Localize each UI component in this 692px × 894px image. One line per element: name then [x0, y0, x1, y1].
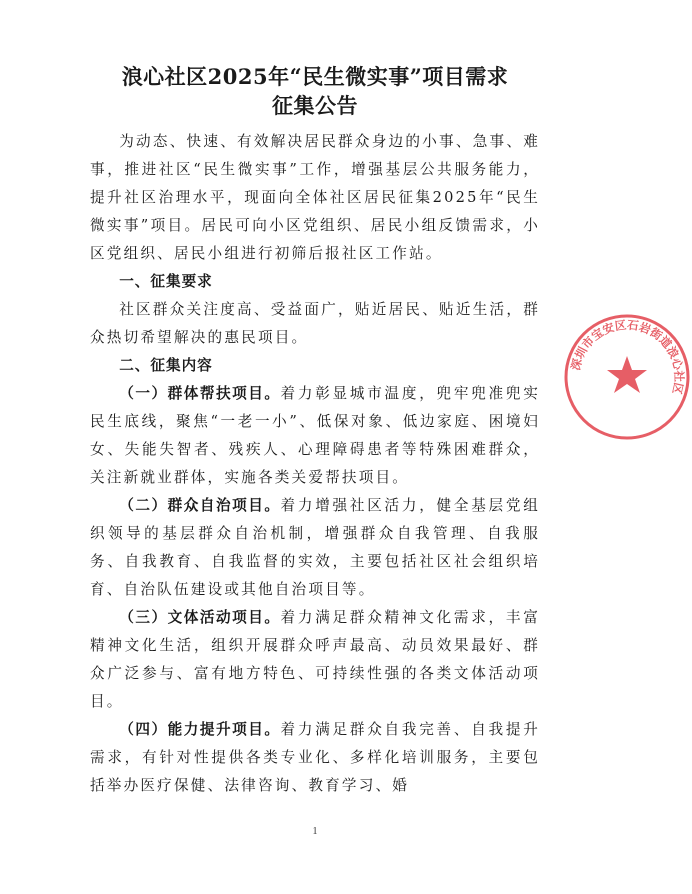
seal-star-icon: [607, 356, 647, 393]
intro-paragraph: 为动态、快速、有效解决居民群众身边的小事、急事、难事，推进社区“民生微实事”工作，增强基层公共服务能力，提升社区治理水平，现面向全体社区居民征集2025年“民生微实事”项目。居民可向小区党组织、居民小组反馈需求，小区党组织、居民小组进行初筛后报社区工作站。: [90, 133, 540, 262]
title-line-2: 征集公告: [272, 93, 358, 118]
content-item-3: [90, 604, 540, 716]
section-1-text: 社区群众关注度高、受益面广，贴近居民、贴近生活，群众热切希望解决的惠民项目。: [90, 301, 540, 346]
section-1-heading: 一、征集要求: [119, 273, 213, 290]
item-4-text: 着力满足群众自我完善、自我提升需求，有针对性提供各类专业化、多样化培训服务，主要包括举办医疗保健、法律咨询、教育学习、婚: [90, 721, 540, 794]
item-2-text: 着力增强社区活力，健全基层党组织领导的基层群众自治机制，增强群众自我管理、自我服务、自我教育、自我监督的实效，主要包括社区社会组织培育、自治队伍建设或其他自治项目等。: [90, 497, 540, 598]
item-3-label: （三）文体活动项目。: [119, 609, 281, 626]
document-title: [90, 62, 540, 120]
section-2-heading: 二、征集内容: [119, 357, 213, 374]
title-line-1: 浪心社区2025年“民生微实事”项目需求: [121, 64, 509, 89]
content-item-2: [90, 492, 540, 604]
official-seal: [562, 312, 692, 442]
item-1-text: 着力彰显城市温度，兜牢兜准兜实民生底线，聚焦“一老一小”、低保对象、低边家庭、困境妇女、失能失智者、残疾人、心理障碍患者等特殊困难群众，关注新就业群体，实施各类关爱帮扶项目。: [90, 385, 540, 486]
document-body: [90, 62, 540, 800]
seal-text: 深圳市宝安区石岩街道浪心社区: [568, 317, 687, 396]
page-number: 1: [312, 826, 318, 837]
item-3-text: 着力满足群众精神文化需求，丰富精神文化生活，组织开展群众呼声最高、动员效果最好、群众广泛参与、富有地方特色、可持续性强的各类文体活动项目。: [90, 609, 540, 710]
content-item-4: [90, 716, 540, 800]
item-2-label: （二）群众自治项目。: [119, 497, 281, 514]
content-item-1: [90, 380, 540, 492]
item-4-label: （四）能力提升项目。: [119, 721, 281, 738]
item-1-label: （一）群体帮扶项目。: [119, 385, 281, 402]
